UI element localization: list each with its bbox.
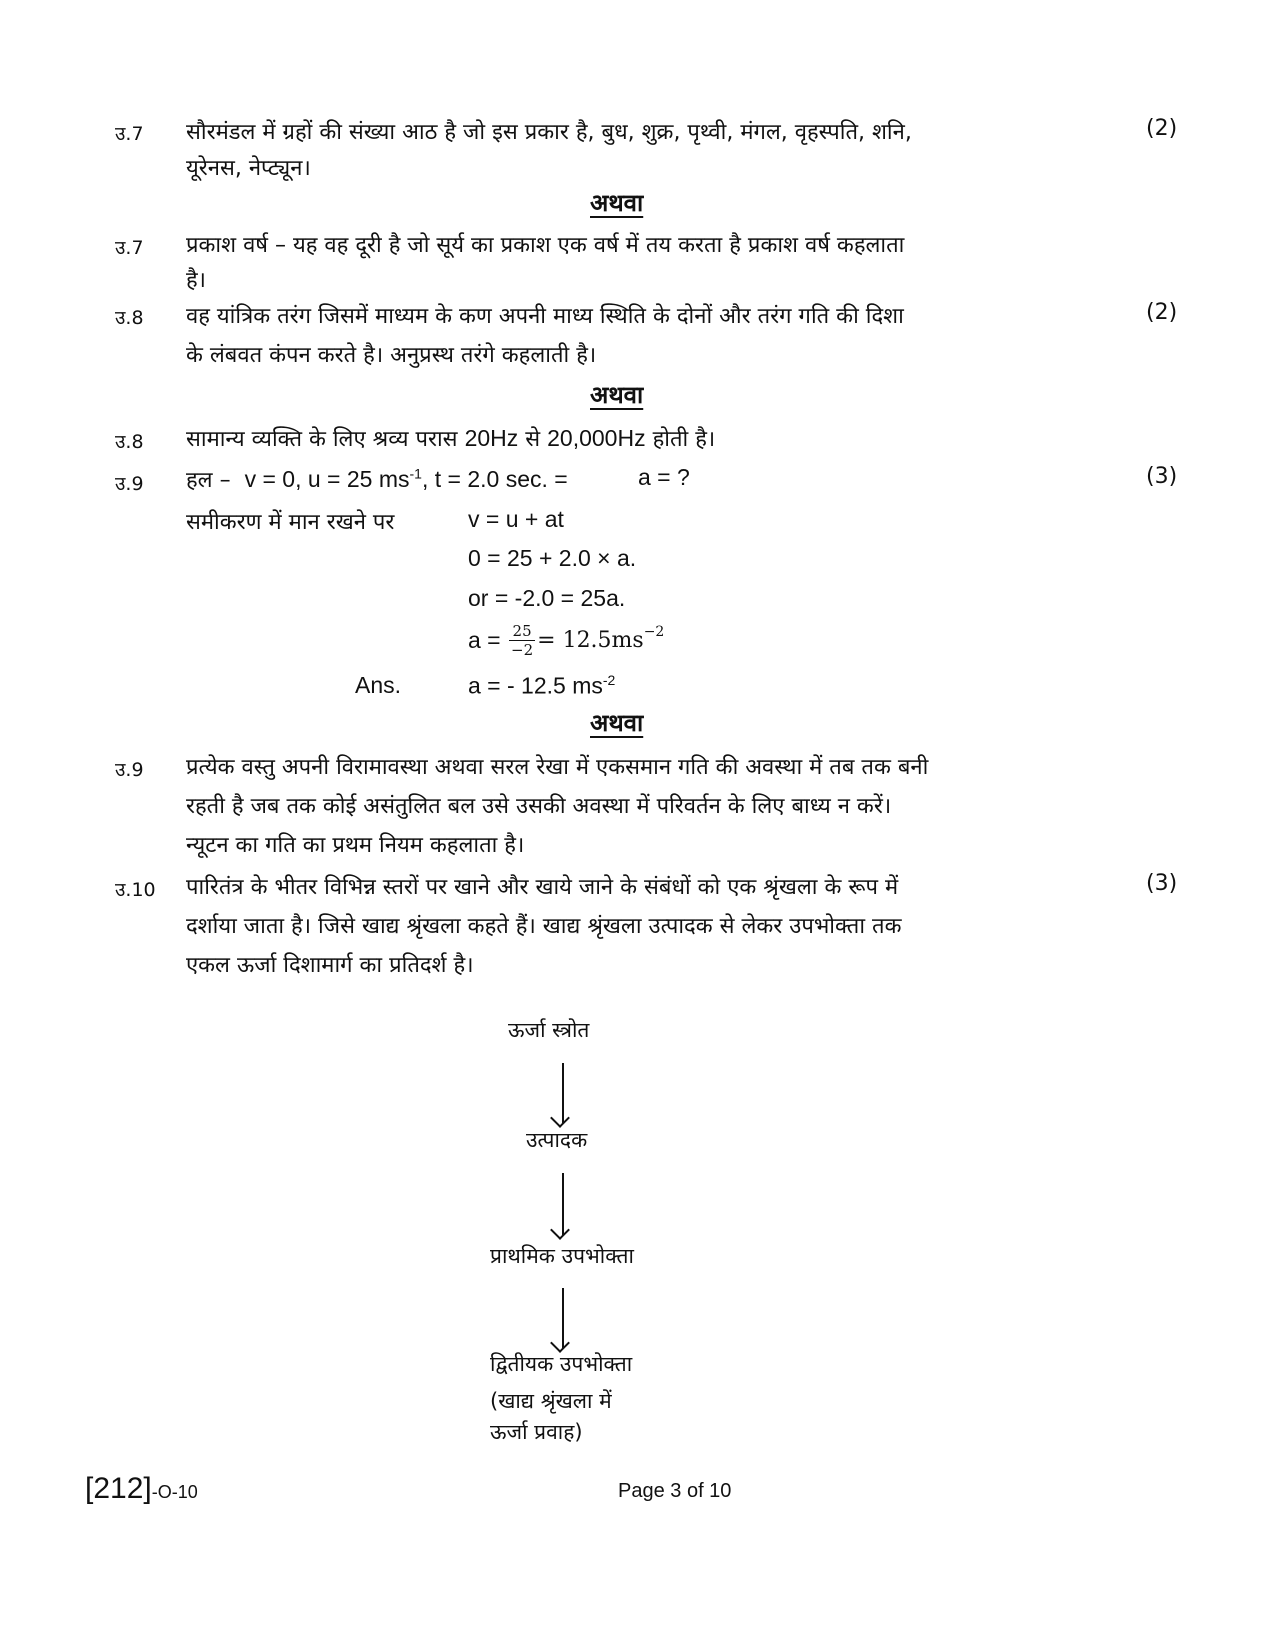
marks-label: (3)	[1146, 871, 1178, 896]
answer-text-line: सौरमंडल में ग्रहों की संख्या आठ है जो इस प्रकार है, बुध, शुक्र, पृथ्वी, मंगल, वृहस्पति, शनि,	[186, 120, 912, 145]
answer-text-line: वह यांत्रिक तरंग जिसमें माध्यम के कण अपनी माध्य स्थिति के दोनों और तरंग गति की दिशा	[186, 304, 904, 329]
paper-code-suffix: -O-10	[151, 1482, 198, 1502]
marks-label: (3)	[1146, 464, 1178, 489]
flow-caption: (खाद्य श्रृंखला में	[490, 1389, 612, 1413]
question-number: उ.9	[115, 759, 144, 781]
answer-text-line	[186, 423, 715, 453]
question-number: उ.8	[115, 431, 144, 453]
flow-step-secondary-consumer: द्वितीयक उपभोक्ता	[490, 1352, 633, 1376]
frequency-value: 20Hz	[464, 425, 519, 451]
answer-text-line: प्रकाश वर्ष – यह वह दूरी है जो सूर्य का प्रकाश एक वर्ष में तय करता है प्रकाश वर्ष कहलाता	[186, 233, 905, 258]
marks-label: (2)	[1146, 300, 1178, 325]
equation-line: 0 = 25 + 2.0 × a.	[468, 545, 637, 571]
unknown-variable: a = ?	[638, 464, 690, 490]
equation-line	[468, 622, 664, 659]
or-heading: अथवा	[590, 189, 644, 217]
substitute-label: समीकरण में मान रखने पर	[186, 510, 395, 535]
down-arrow-icon	[562, 1288, 564, 1348]
equation-rhs: = 12.5ms	[537, 628, 644, 653]
given-values: , t = 2.0 sec. =	[421, 466, 568, 492]
answer-text-line: यूरेनस, नेप्ट्यून।	[186, 156, 311, 181]
equation-line: or = -2.0 = 25a.	[468, 585, 626, 611]
answer-text-line: है।	[186, 268, 207, 293]
question-number: उ.10	[115, 879, 156, 901]
question-number: उ.8	[115, 307, 144, 329]
fraction	[509, 622, 535, 659]
answer-text-segment: से	[518, 427, 548, 452]
question-number: उ.7	[115, 237, 144, 259]
answer-text-line: दर्शाया जाता है। जिसे खाद्य श्रृंखला कहते हैं। खाद्य श्रृंखला उत्पादक से लेकर उपभोक्ता तक	[186, 914, 902, 939]
superscript: −2	[643, 624, 665, 640]
answer-text-line: पारितंत्र के भीतर विभिन्न स्तरों पर खाने और खाये जाने के संबंधों को एक श्रृंखला के रूप में	[186, 875, 899, 900]
down-arrow-icon	[562, 1063, 564, 1123]
paper-code-main: [212]	[85, 1472, 152, 1505]
equation-lhs: a =	[468, 627, 501, 653]
or-heading: अथवा	[590, 381, 644, 409]
answer-text-line: रहती है जब तक कोई असंतुलित बल उसे उसकी अवस्था में परिवर्तन के लिए बाध्य न करें।	[186, 794, 892, 819]
flow-caption: ऊर्जा प्रवाह)	[490, 1420, 583, 1444]
superscript: -1	[409, 465, 422, 482]
flow-step-producer: उत्पादक	[526, 1128, 588, 1152]
final-answer	[468, 672, 615, 700]
paper-code	[85, 1472, 198, 1506]
question-number: उ.9	[115, 473, 144, 495]
flow-step-primary-consumer: प्राथमिक उपभोक्ता	[490, 1244, 634, 1268]
superscript: -2	[602, 672, 616, 688]
answer-text-line: प्रत्येक वस्तु अपनी विरामावस्था अथवा सरल रेखा में एकसमान गति की अवस्था में तब तक बनी	[186, 755, 929, 780]
frequency-value: 20,000Hz	[547, 425, 646, 451]
answer-text-line: के लंबवत कंपन करते है। अनुप्रस्थ तरंगे कहलाती है।	[186, 343, 597, 368]
given-values-line	[186, 464, 568, 494]
answer-label: Ans.	[355, 672, 402, 698]
answer-text-line: न्यूटन का गति का प्रथम नियम कहलाता है।	[186, 833, 525, 858]
answer-text-segment: सामान्य व्यक्ति के लिए श्रव्य परास	[186, 427, 465, 452]
solution-label: हल –	[186, 468, 231, 493]
final-answer-value: a = - 12.5 ms	[468, 672, 603, 699]
answer-text-line: एकल ऊर्जा दिशामार्ग का प्रतिदर्श है।	[186, 953, 474, 978]
question-number: उ.7	[115, 123, 144, 145]
equation-line: v = u + at	[468, 506, 564, 532]
fraction-denominator: −2	[511, 641, 534, 659]
down-arrow-icon	[562, 1173, 564, 1235]
page-number: Page 3 of 10	[618, 1480, 732, 1502]
marks-label: (2)	[1146, 116, 1178, 141]
answer-text-segment: होती है।	[645, 427, 716, 452]
fraction-numerator: 25	[509, 622, 535, 641]
given-values: v = 0, u = 25 ms	[244, 466, 410, 492]
or-heading: अथवा	[590, 709, 644, 737]
flow-step-energy-source: ऊर्जा स्त्रोत	[508, 1018, 590, 1042]
